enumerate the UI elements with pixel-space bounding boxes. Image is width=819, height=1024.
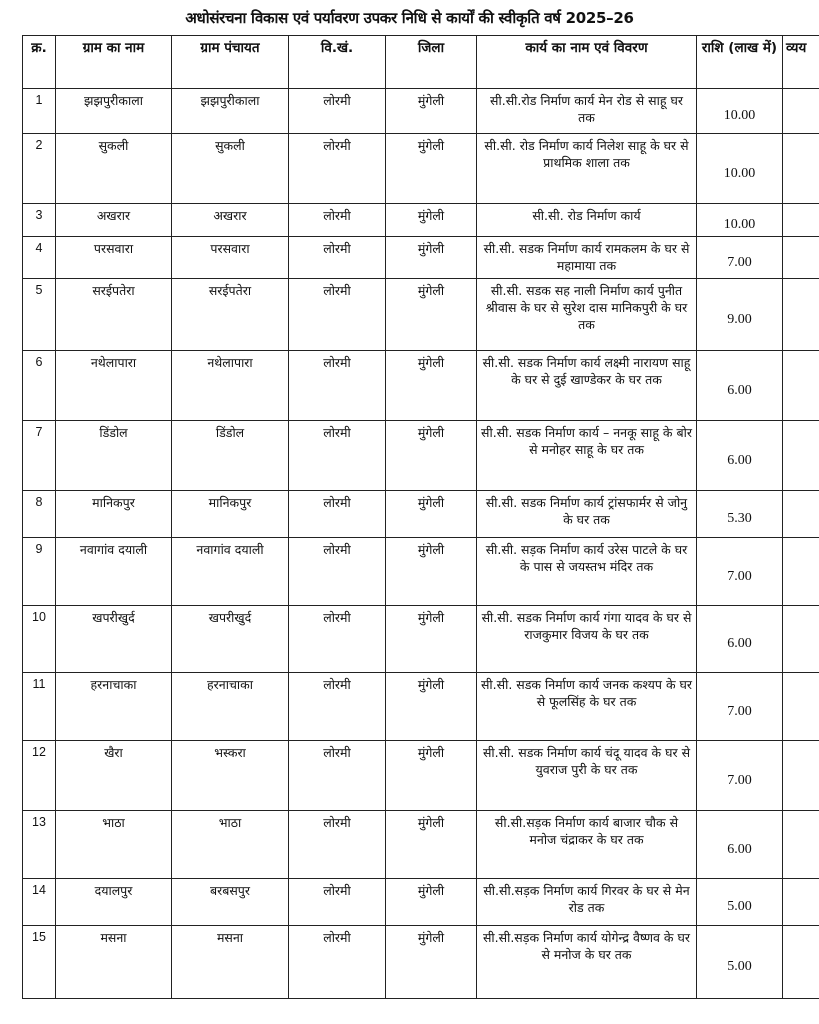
cell-block: लोरमी xyxy=(289,134,386,204)
cell-panchayat: नवागांव दयाली xyxy=(172,538,289,606)
cell-panchayat: भस्करा xyxy=(172,741,289,811)
cell-expense xyxy=(783,279,819,351)
cell-village: मानिकपुर xyxy=(56,491,172,538)
cell-expense xyxy=(783,879,819,926)
header-expense: व्यय xyxy=(783,36,819,89)
cell-village: डिंडोल xyxy=(56,421,172,491)
cell-village: परसवारा xyxy=(56,237,172,279)
cell-serial: 14 xyxy=(23,879,56,926)
cell-panchayat: नथेलापारा xyxy=(172,351,289,421)
cell-village: नथेलापारा xyxy=(56,351,172,421)
cell-village: झझपुरीकाला xyxy=(56,89,172,134)
cell-amount: 7.00 xyxy=(697,741,783,811)
cell-district: मुंगेली xyxy=(386,491,477,538)
cell-work: सी.सी. सडक निर्माण कार्य रामकलम के घर से महामाया तक xyxy=(477,237,697,279)
table-row xyxy=(23,279,819,351)
cell-serial: 6 xyxy=(23,351,56,421)
cell-panchayat: भाठा xyxy=(172,811,289,879)
cell-amount: 7.00 xyxy=(697,538,783,606)
cell-district: मुंगेली xyxy=(386,421,477,491)
cell-work: सी.सी.रोड निर्माण कार्य मेन रोड से साहू घर तक xyxy=(477,89,697,134)
cell-expense xyxy=(783,421,819,491)
cell-block: लोरमी xyxy=(289,237,386,279)
cell-amount: 5.00 xyxy=(697,879,783,926)
cell-serial: 10 xyxy=(23,606,56,673)
cell-panchayat: सुकली xyxy=(172,134,289,204)
cell-panchayat: झझपुरीकाला xyxy=(172,89,289,134)
cell-panchayat: खपरीखुर्द xyxy=(172,606,289,673)
table-row xyxy=(23,538,819,606)
cell-village: हरनाचाका xyxy=(56,673,172,741)
cell-block: लोरमी xyxy=(289,279,386,351)
cell-expense xyxy=(783,237,819,279)
cell-work: सी.सी. सड़क निर्माण कार्य उरेस पाटले के घर के पास से जयस्तभ मंदिर तक xyxy=(477,538,697,606)
cell-work: सी.सी. सडक निर्माण कार्य – ननकू साहू के बोर से मनोहर साहू के घर तक xyxy=(477,421,697,491)
header-work: कार्य का नाम एवं विवरण xyxy=(477,36,697,89)
cell-panchayat: अखरार xyxy=(172,204,289,237)
cell-serial: 4 xyxy=(23,237,56,279)
cell-expense xyxy=(783,741,819,811)
cell-panchayat: मानिकपुर xyxy=(172,491,289,538)
works-table xyxy=(22,35,819,999)
cell-amount: 5.00 xyxy=(697,926,783,999)
cell-work: सी.सी.सड़क निर्माण कार्य बाजार चौक से मनोज चंद्राकर के घर तक xyxy=(477,811,697,879)
cell-block: लोरमी xyxy=(289,204,386,237)
cell-work: सी.सी. सडक सह नाली निर्माण कार्य पुनीत श्रीवास के घर से सुरेश दास मानिकपुरी के घर तक xyxy=(477,279,697,351)
cell-amount: 5.30 xyxy=(697,491,783,538)
cell-panchayat: डिंडोल xyxy=(172,421,289,491)
cell-district: मुंगेली xyxy=(386,204,477,237)
cell-work: सी.सी. सडक निर्माण कार्य गंगा यादव के घर से राजकुमार विजय के घर तक xyxy=(477,606,697,673)
cell-block: लोरमी xyxy=(289,926,386,999)
cell-expense xyxy=(783,351,819,421)
table-row xyxy=(23,879,819,926)
header-block: वि.खं. xyxy=(289,36,386,89)
cell-amount: 10.00 xyxy=(697,134,783,204)
cell-serial: 15 xyxy=(23,926,56,999)
cell-village: दयालपुर xyxy=(56,879,172,926)
header-amount: राशि (लाख में) xyxy=(697,36,783,89)
cell-serial: 5 xyxy=(23,279,56,351)
cell-work: सी.सी.सड़क निर्माण कार्य गिरवर के घर से मेन रोड तक xyxy=(477,879,697,926)
cell-district: मुंगेली xyxy=(386,89,477,134)
cell-district: मुंगेली xyxy=(386,926,477,999)
cell-district: मुंगेली xyxy=(386,134,477,204)
cell-expense xyxy=(783,811,819,879)
cell-block: लोरमी xyxy=(289,491,386,538)
cell-block: लोरमी xyxy=(289,879,386,926)
table-row xyxy=(23,811,819,879)
cell-district: मुंगेली xyxy=(386,279,477,351)
cell-expense xyxy=(783,491,819,538)
cell-amount: 10.00 xyxy=(697,89,783,134)
cell-amount: 6.00 xyxy=(697,606,783,673)
header-district: जिला xyxy=(386,36,477,89)
cell-serial: 2 xyxy=(23,134,56,204)
table-row xyxy=(23,673,819,741)
cell-village: खैरा xyxy=(56,741,172,811)
cell-expense xyxy=(783,204,819,237)
cell-amount: 6.00 xyxy=(697,421,783,491)
cell-village: सरईपतेरा xyxy=(56,279,172,351)
cell-work: सी.सी. सडक निर्माण कार्य लक्ष्मी नारायण साहू के घर से दुई खाण्डेकर के घर तक xyxy=(477,351,697,421)
cell-block: लोरमी xyxy=(289,741,386,811)
cell-amount: 9.00 xyxy=(697,279,783,351)
cell-expense xyxy=(783,134,819,204)
header-row xyxy=(23,36,819,89)
cell-panchayat: मसना xyxy=(172,926,289,999)
cell-district: मुंगेली xyxy=(386,237,477,279)
table-row xyxy=(23,351,819,421)
cell-district: मुंगेली xyxy=(386,741,477,811)
table-row xyxy=(23,491,819,538)
cell-village: सुकली xyxy=(56,134,172,204)
cell-serial: 1 xyxy=(23,89,56,134)
cell-block: लोरमी xyxy=(289,811,386,879)
cell-work: सी.सी.सड़क निर्माण कार्य योगेन्द्र वैष्णव के घर से मनोज के घर तक xyxy=(477,926,697,999)
cell-village: खपरीखुर्द xyxy=(56,606,172,673)
table-row xyxy=(23,606,819,673)
cell-serial: 3 xyxy=(23,204,56,237)
table-row xyxy=(23,237,819,279)
cell-district: मुंगेली xyxy=(386,538,477,606)
cell-expense xyxy=(783,926,819,999)
cell-village: नवागांव दयाली xyxy=(56,538,172,606)
cell-expense xyxy=(783,606,819,673)
cell-work: सी.सी. सडक निर्माण कार्य जनक कश्यप के घर से फूलसिंह के घर तक xyxy=(477,673,697,741)
table-row xyxy=(23,89,819,134)
cell-panchayat: बरबसपुर xyxy=(172,879,289,926)
cell-serial: 12 xyxy=(23,741,56,811)
header-serial: क्र. xyxy=(23,36,56,89)
cell-block: लोरमी xyxy=(289,673,386,741)
cell-panchayat: हरनाचाका xyxy=(172,673,289,741)
table-row xyxy=(23,741,819,811)
cell-district: मुंगेली xyxy=(386,879,477,926)
cell-village: मसना xyxy=(56,926,172,999)
cell-district: मुंगेली xyxy=(386,673,477,741)
cell-amount: 10.00 xyxy=(697,204,783,237)
table-row xyxy=(23,204,819,237)
cell-expense xyxy=(783,538,819,606)
cell-serial: 13 xyxy=(23,811,56,879)
cell-block: लोरमी xyxy=(289,421,386,491)
cell-serial: 11 xyxy=(23,673,56,741)
cell-block: लोरमी xyxy=(289,606,386,673)
cell-amount: 6.00 xyxy=(697,811,783,879)
cell-amount: 6.00 xyxy=(697,351,783,421)
cell-work: सी.सी. रोड निर्माण कार्य निलेश साहू के घर से प्राथमिक शाला तक xyxy=(477,134,697,204)
cell-district: मुंगेली xyxy=(386,811,477,879)
cell-block: लोरमी xyxy=(289,89,386,134)
cell-block: लोरमी xyxy=(289,351,386,421)
header-village: ग्राम का नाम xyxy=(56,36,172,89)
cell-expense xyxy=(783,673,819,741)
cell-district: मुंगेली xyxy=(386,606,477,673)
cell-work: सी.सी. रोड निर्माण कार्य xyxy=(477,204,697,237)
document-title: अधोसंरचना विकास एवं पर्यावरण उपकर निधि से कार्यों की स्वीकृति वर्ष 2025–26 xyxy=(185,9,634,27)
cell-block: लोरमी xyxy=(289,538,386,606)
cell-serial: 9 xyxy=(23,538,56,606)
cell-panchayat: परसवारा xyxy=(172,237,289,279)
table-row xyxy=(23,421,819,491)
cell-panchayat: सरईपतेरा xyxy=(172,279,289,351)
cell-amount: 7.00 xyxy=(697,673,783,741)
cell-expense xyxy=(783,89,819,134)
table-row xyxy=(23,134,819,204)
cell-serial: 8 xyxy=(23,491,56,538)
cell-village: अखरार xyxy=(56,204,172,237)
table-row xyxy=(23,926,819,999)
cell-village: भाठा xyxy=(56,811,172,879)
cell-district: मुंगेली xyxy=(386,351,477,421)
cell-work: सी.सी. सडक निर्माण कार्य ट्रांसफार्मर से जोनु के घर तक xyxy=(477,491,697,538)
cell-amount: 7.00 xyxy=(697,237,783,279)
header-panchayat: ग्राम पंचायत xyxy=(172,36,289,89)
cell-work: सी.सी. सडक निर्माण कार्य चंदू यादव के घर से युवराज पुरी के घर तक xyxy=(477,741,697,811)
cell-serial: 7 xyxy=(23,421,56,491)
